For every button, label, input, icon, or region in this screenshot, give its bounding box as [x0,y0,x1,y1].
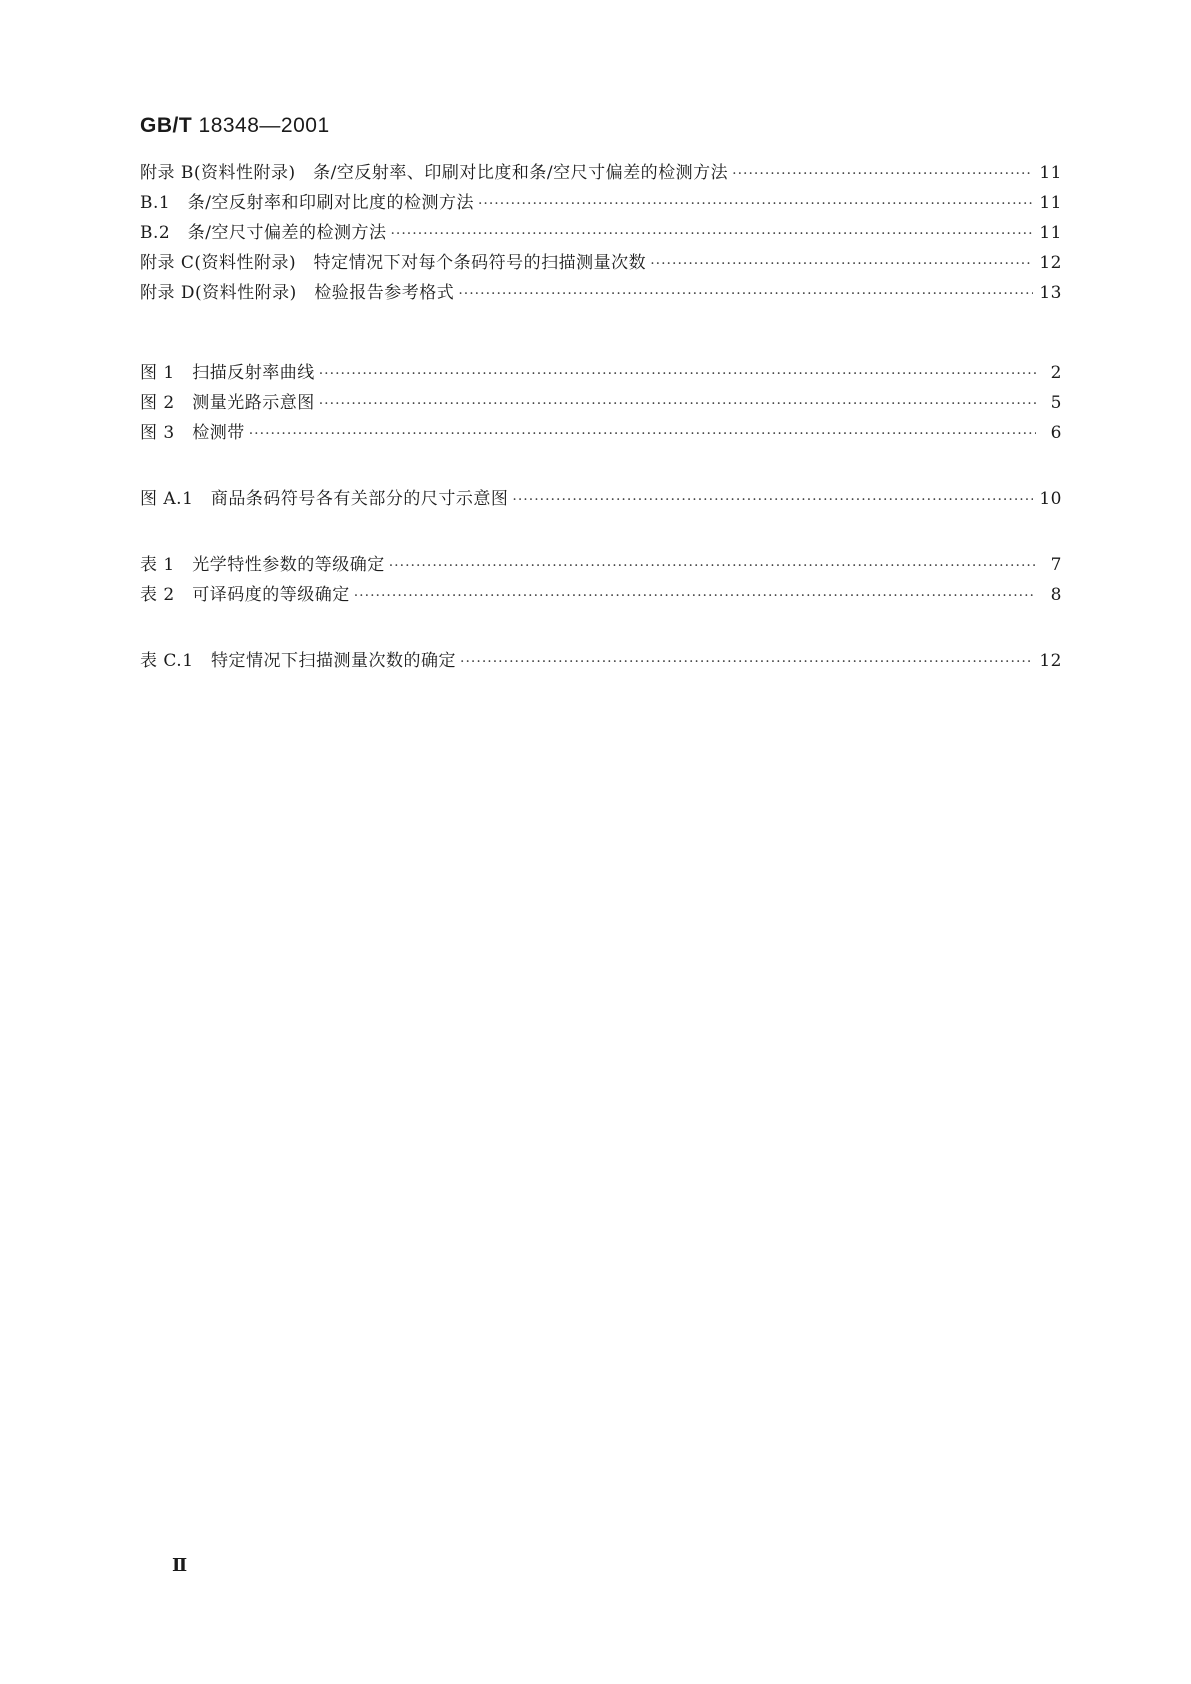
toc-entry-page: 10 [1039,489,1062,509]
toc-entry-page: 12 [1039,651,1062,671]
dot-leader [650,256,1033,272]
dot-leader [458,286,1033,302]
dot-leader [319,396,1036,412]
dot-leader [732,166,1033,182]
toc-entry-label: 附录 D(资料性附录) 检验报告参考格式 [140,283,455,303]
toc-entry[interactable] [140,188,1062,218]
toc-entry-label: 附录 B(资料性附录) 条/空反射率、印刷对比度和条/空尺寸偏差的检测方法 [140,163,729,183]
toc-entry-page: 11 [1039,193,1062,213]
toc-entry[interactable] [140,646,1062,676]
toc-entry-label: 附录 C(资料性附录) 特定情况下对每个条码符号的扫描测量次数 [140,253,647,273]
page-number: Ⅱ [172,1555,188,1576]
toc-entry-label: 图 A.1 商品条码符号各有关部分的尺寸示意图 [140,489,509,509]
toc-figures-list [140,358,1062,448]
toc-entry[interactable] [140,158,1062,188]
toc-entry-page: 5 [1050,393,1062,413]
toc-entry-page: 7 [1050,555,1062,575]
toc-entry-label: 表 1 光学特性参数的等级确定 [140,555,385,575]
toc-entry[interactable] [140,278,1062,308]
toc-entry[interactable] [140,248,1062,278]
document-code-prefix: GB/T [140,114,193,137]
dot-leader [319,366,1036,382]
toc-entry-page: 11 [1039,163,1062,183]
toc-entry[interactable] [140,418,1062,448]
dot-leader [249,426,1036,442]
toc-entry-page: 13 [1039,283,1062,303]
document-code-number: 18348—2001 [198,114,330,137]
toc-entry[interactable] [140,484,1062,514]
toc-tables-list [140,550,1062,610]
toc-annex-list [140,158,1062,308]
dot-leader [460,654,1033,670]
toc-entry[interactable] [140,388,1062,418]
toc-entry-label: B.2 条/空尺寸偏差的检测方法 [140,223,387,243]
toc-entry[interactable] [140,218,1062,248]
toc-entry-label: 图 2 测量光路示意图 [140,393,315,413]
toc-entry[interactable] [140,580,1062,610]
toc-entry-label: 表 C.1 特定情况下扫描测量次数的确定 [140,651,457,671]
toc-entry-label: 表 2 可译码度的等级确定 [140,585,350,605]
toc-entry-page: 6 [1050,423,1062,443]
toc-entry-label: 图 3 检测带 [140,423,245,443]
dot-leader [512,492,1033,508]
toc-entry-label: 图 1 扫描反射率曲线 [140,363,315,383]
toc-annex-tables-list [140,646,1062,676]
dot-leader [389,558,1036,574]
toc-entry[interactable] [140,358,1062,388]
toc-entry[interactable] [140,550,1062,580]
toc-entry-label: B.1 条/空反射率和印刷对比度的检测方法 [140,193,474,213]
document-code [140,114,330,138]
toc-entry-page: 12 [1039,253,1062,273]
dot-leader [478,196,1033,212]
dot-leader [390,226,1033,242]
toc-annex-figures-list [140,484,1062,514]
toc-entry-page: 8 [1050,585,1062,605]
dot-leader [354,588,1036,604]
toc-entry-page: 2 [1050,363,1062,383]
toc-entry-page: 11 [1039,223,1062,243]
